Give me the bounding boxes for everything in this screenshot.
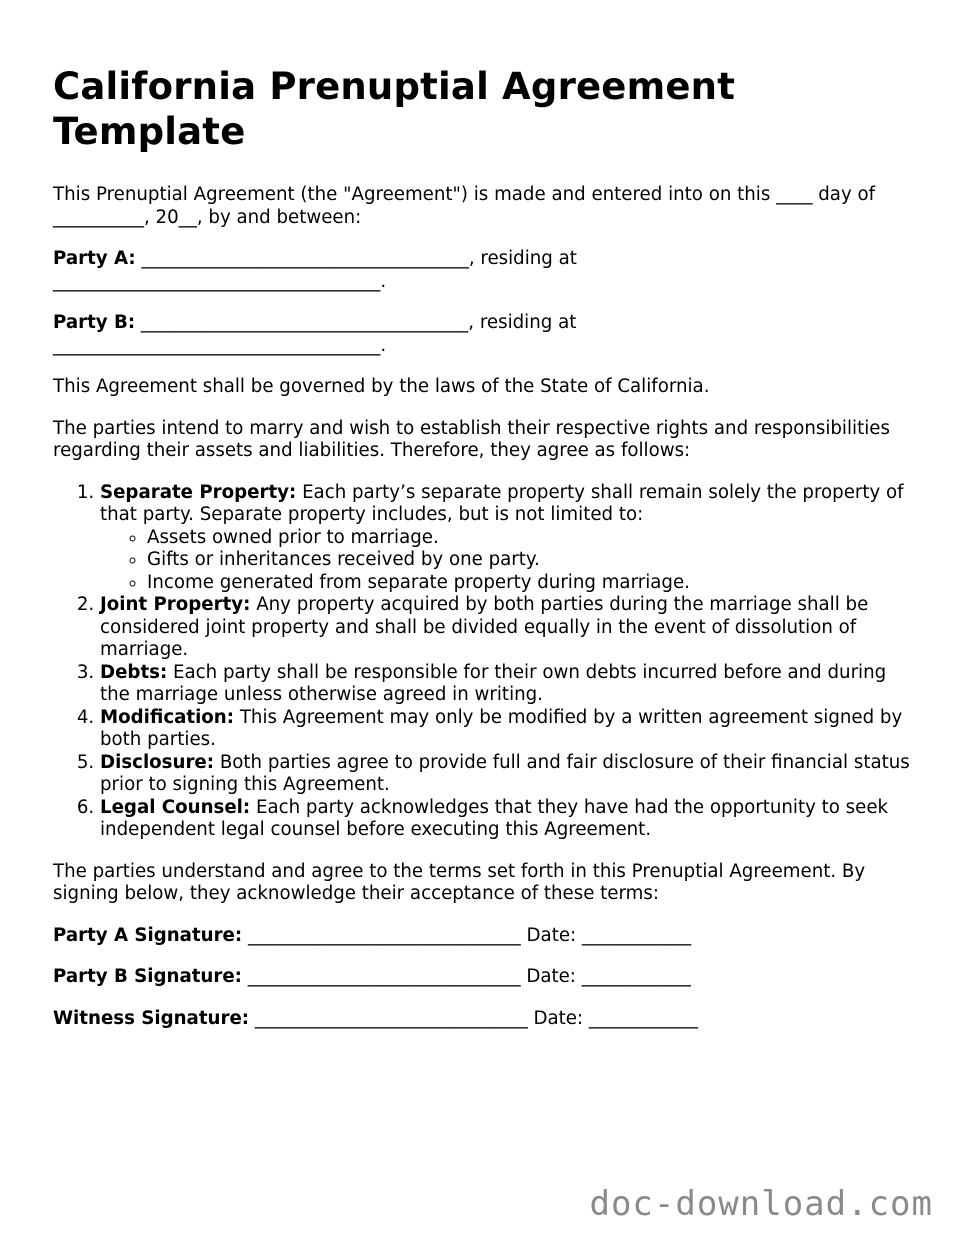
party-b-signature-line	[53, 966, 915, 989]
signature-blanks: ______________________________ Date: ____________	[249, 1007, 698, 1029]
clause-label: Debts:	[100, 661, 168, 683]
clause-text: Any property acquired by both parties during the marriage shall be considered joint property and shall be divided equally in the event of dissolution of marriage.	[100, 594, 869, 660]
sublist-item: ◦ Income generated from separate property during marriage.	[147, 572, 915, 595]
sublist-item: ◦ Assets owned prior to marriage.	[147, 527, 915, 550]
party-b-label: Party B:	[53, 312, 136, 333]
party-a-label: Party A:	[53, 248, 136, 269]
document-title: California Prenuptial Agreement Template	[53, 65, 736, 153]
signature-blanks: ______________________________ Date: ____________	[241, 966, 691, 987]
clauses-list	[53, 482, 915, 842]
purpose-paragraph: The parties intend to marry and wish to establish their respective rights and responsibilities regarding their assets and liabilities. Therefore, they agree as follows:	[53, 417, 890, 461]
separate-property-sublist	[100, 527, 915, 595]
clause-item	[100, 752, 915, 797]
intro-paragraph: This Prenuptial Agreement (the "Agreement") is made and entered into on this ____ day of __________, 20__, by and between:	[53, 184, 876, 228]
signature-blanks: ______________________________ Date: ____________	[242, 924, 692, 946]
party-b-blanks: ____________________________________, residing at ____________________________________.	[53, 312, 577, 356]
document-page	[53, 64, 915, 1030]
clause-label: Disclosure:	[100, 751, 215, 773]
clause-label: Modification:	[100, 706, 235, 728]
clause-label: Separate Property:	[100, 481, 297, 503]
clause-item	[100, 662, 915, 707]
clause-item	[100, 594, 915, 662]
party-a-signature-line	[53, 925, 915, 948]
clause-text: Each party’s separate property shall remain solely the property of that party. Separate property includes, but is not limited to:	[100, 481, 904, 525]
signature-label: Party A Signature:	[53, 924, 243, 946]
clause-label: Joint Property:	[100, 594, 251, 615]
signature-label: Party B Signature:	[53, 966, 242, 987]
signature-label: Witness Signature:	[53, 1007, 250, 1029]
governing-law-paragraph: This Agreement shall be governed by the laws of the State of California.	[53, 376, 710, 397]
party-b-line	[53, 312, 915, 357]
witness-signature-line	[53, 1008, 915, 1031]
clause-text: Each party acknowledges that they have had the opportunity to seek independent legal counsel before executing this Agreement.	[100, 796, 889, 840]
clause-item	[100, 797, 915, 842]
clause-text: Both parties agree to provide full and fair disclosure of their financial status prior to signing this Agreement.	[100, 751, 910, 795]
clause-text: Each party shall be responsible for their own debts incurred before and during the marriage unless otherwise agreed in writing.	[100, 661, 887, 705]
clause-item	[100, 707, 915, 752]
clause-item	[100, 482, 915, 595]
watermark: doc-download.com	[589, 1184, 933, 1224]
party-a-line	[53, 248, 915, 293]
party-a-blanks: ____________________________________, residing at ____________________________________.	[53, 248, 577, 292]
closing-paragraph: The parties understand and agree to the terms set forth in this Prenuptial Agreement. By signing below, they acknowledge their acceptance of these terms:	[53, 860, 866, 904]
sublist-item: ◦ Gifts or inheritances received by one party.	[147, 549, 915, 572]
clause-text: This Agreement may only be modified by a written agreement signed by both parties.	[100, 706, 903, 750]
clause-label: Legal Counsel:	[100, 796, 251, 818]
signature-block	[53, 925, 915, 1031]
